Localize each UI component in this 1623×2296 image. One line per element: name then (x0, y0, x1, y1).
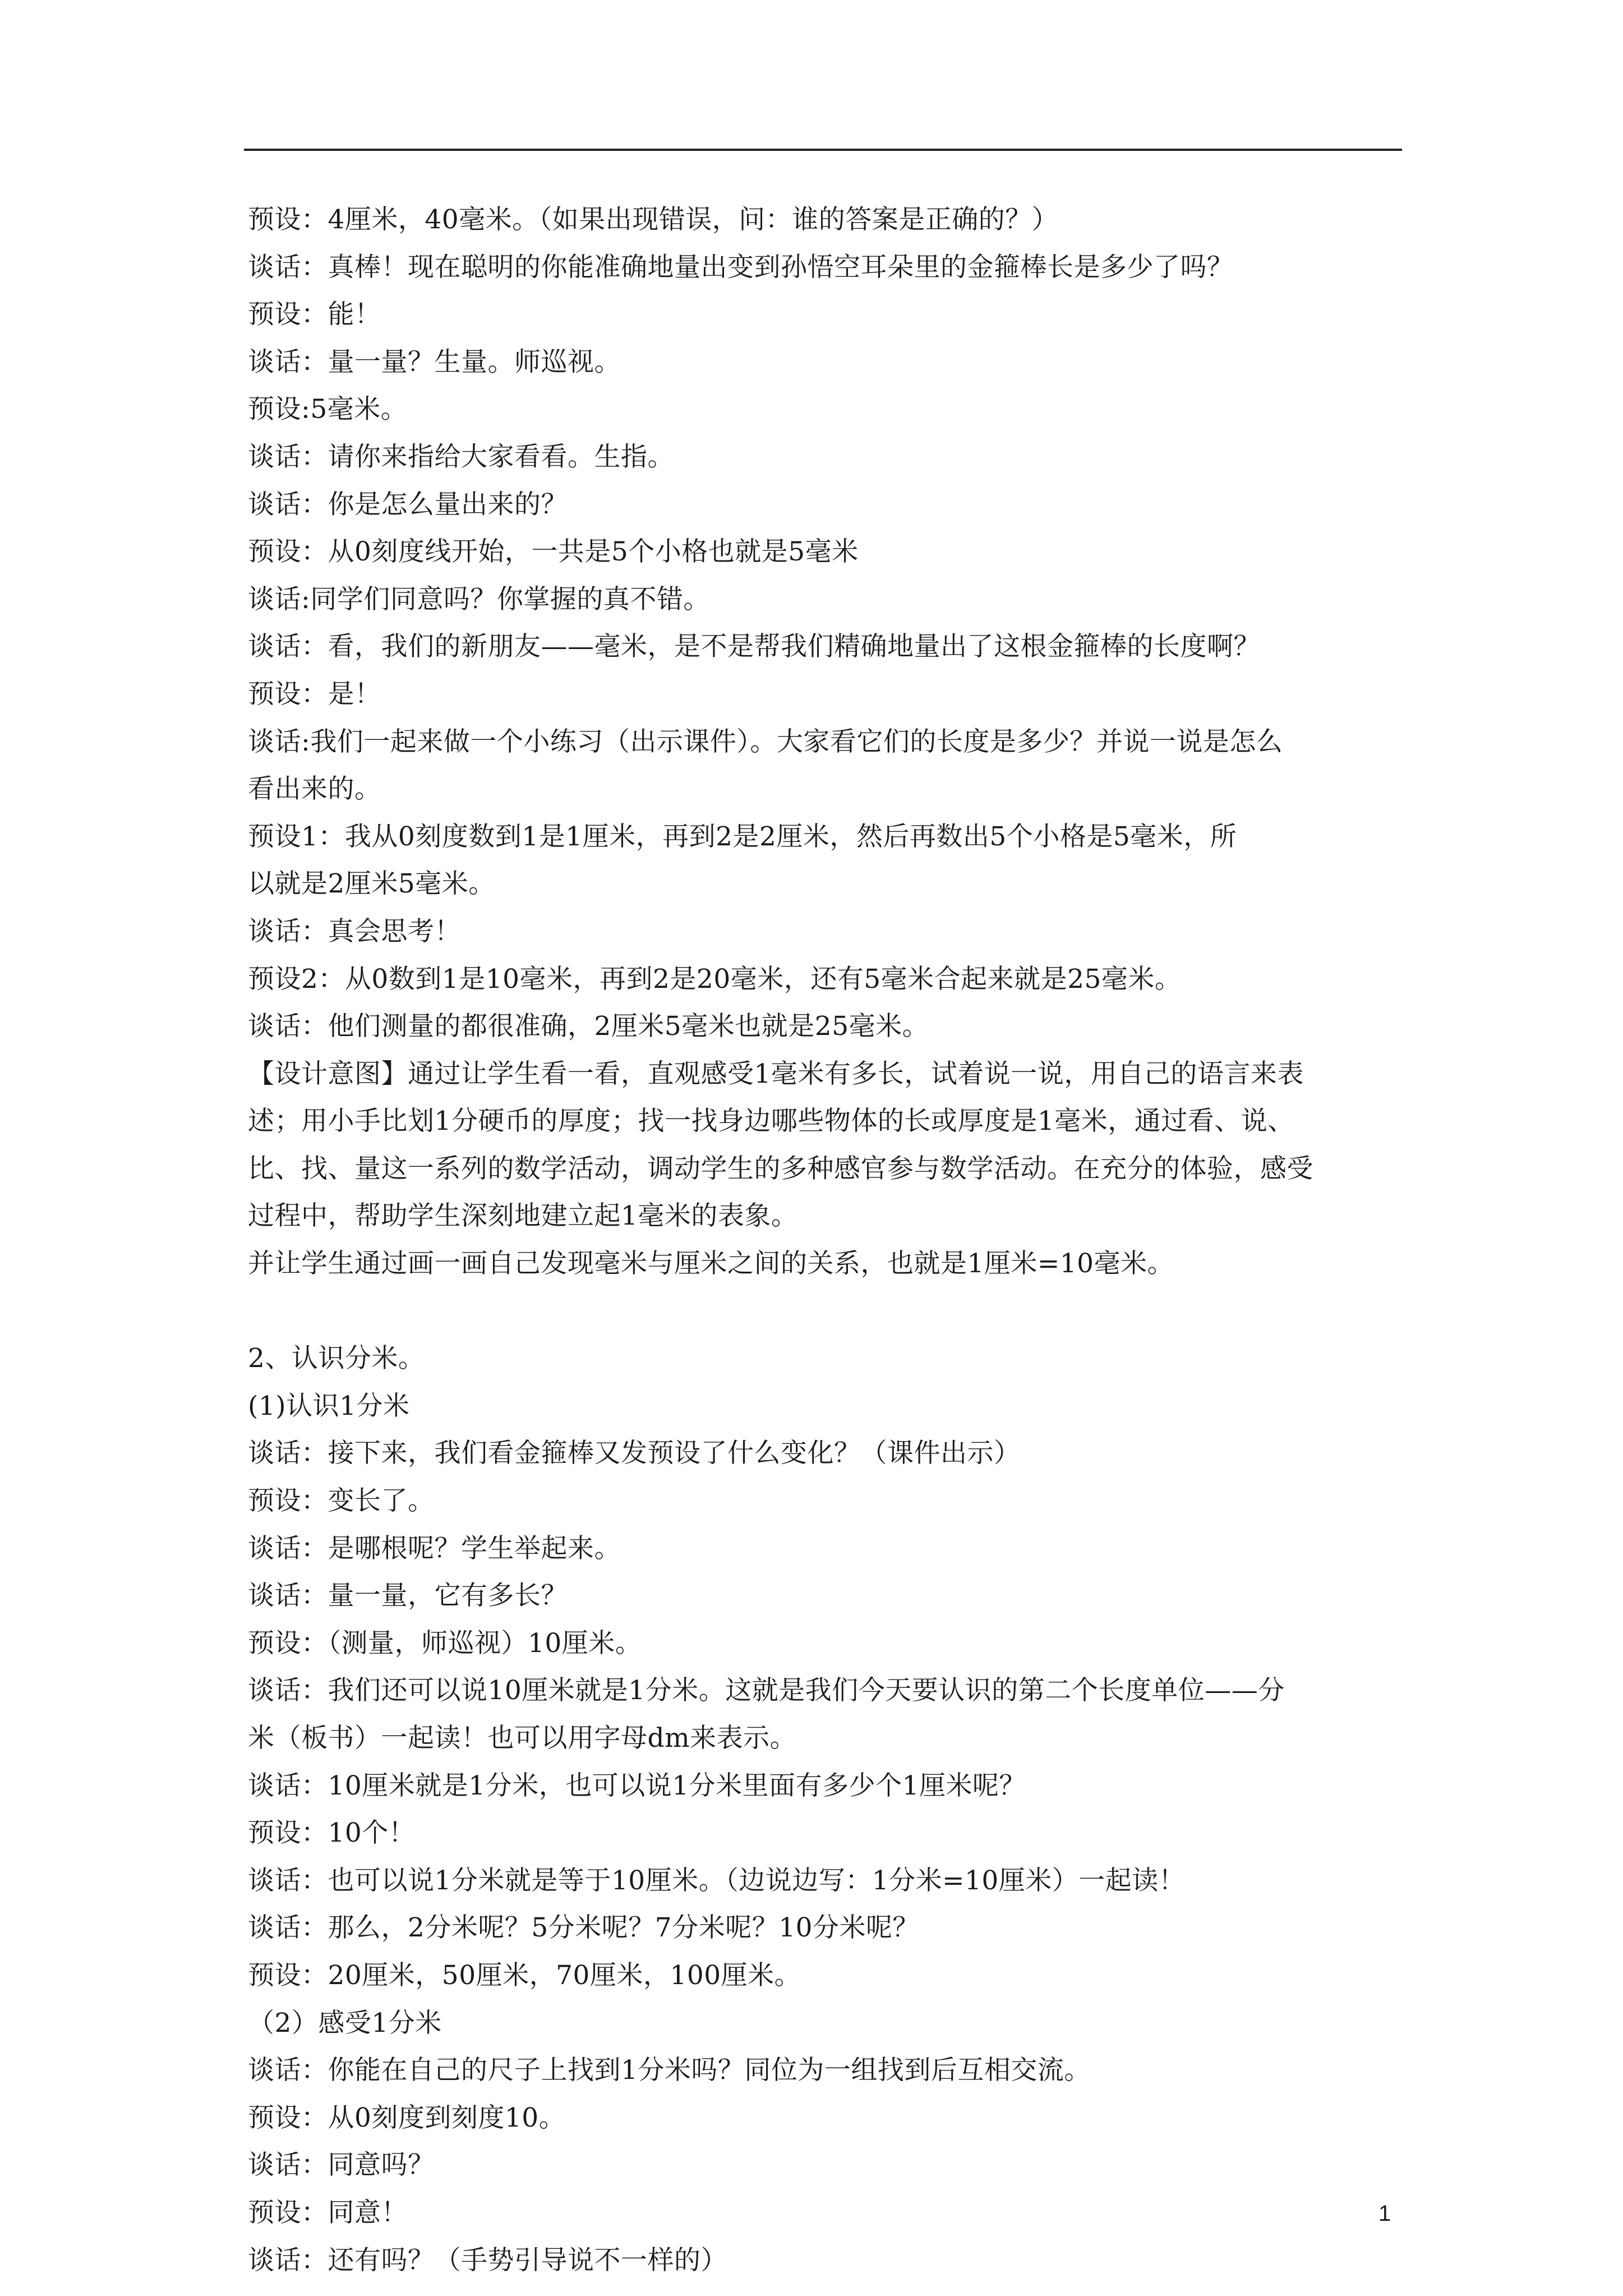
text-line: 谈话：真会思考！ (248, 915, 461, 947)
text-line: 谈话：请你来指给大家看看。生指。 (248, 441, 674, 472)
text-line: 预设:5毫米。 (248, 394, 408, 425)
document-body (248, 196, 1392, 2284)
text-line: 预设：同意！ (248, 2197, 408, 2228)
text-line: 米（板书）一起读！也可以用字母dm来表示。 (248, 1723, 797, 1754)
text-line: 谈话：我们还可以说10厘米就是1分米。这就是我们今天要认识的第二个长度单位——分 (248, 1675, 1285, 1706)
text-line: 预设：从0刻度到刻度10。 (248, 2102, 566, 2133)
text-line: 谈话：你能在自己的尺子上找到1分米吗？同位为一组找到后互相交流。 (248, 2055, 1091, 2086)
text-line: 谈话：看，我们的新朋友——毫米，是不是帮我们精确地量出了这根金箍棒的长度啊？ (248, 631, 1260, 662)
text-line: 谈话：他们测量的都很准确，2厘米5毫米也就是25毫米。 (248, 1011, 929, 1042)
subsection-heading: （2）感受1分米 (248, 2007, 442, 2039)
text-line: 谈话：接下来，我们看金箍棒又发预设了什么变化？（课件出示） (248, 1438, 1021, 1469)
text-line: 谈话：还有吗？（手势引导说不一样的） (248, 2244, 727, 2276)
text-line: 谈话：真棒！现在聪明的你能准确地量出变到孙悟空耳朵里的金箍棒长是多少了吗？ (248, 251, 1234, 283)
text-line: 谈话：你是怎么量出来的？ (248, 489, 568, 520)
design-intent-line: 过程中，帮助学生深刻地建立起1毫米的表象。 (248, 1200, 798, 1232)
text-line: 预设：（测量，师巡视）10厘米。 (248, 1627, 642, 1659)
text-line: 谈话：那么，2分米呢？5分米呢？7分米呢？10分米呢？ (248, 1912, 920, 1944)
text-line: 预设：4厘米，40毫米。（如果出现错误，问：谁的答案是正确的？） (248, 204, 1059, 235)
blank-line (248, 1288, 1392, 1336)
text-line: 谈话：量一量，它有多长？ (248, 1580, 568, 1612)
text-line: 预设：10个！ (248, 1818, 416, 1849)
text-line: 谈话：是哪根呢？学生举起来。 (248, 1533, 621, 1564)
design-intent-line: 述；用小手比划1分硬币的厚度；找一找身边哪些物体的长或厚度是1毫米，通过看、说、 (248, 1106, 1294, 1137)
text-line: 预设：变长了。 (248, 1485, 435, 1517)
text-line: 谈话:同学们同意吗？你掌握的真不错。 (248, 583, 710, 615)
text-line: 谈话：也可以说1分米就是等于10厘米。（边说边写：1分米=10厘米）一起读！ (248, 1865, 1186, 1896)
design-intent-line: 比、找、量这一系列的数学活动，调动学生的多种感官参与数学活动。在充分的体验，感受 (248, 1153, 1313, 1184)
page-number: 1 (1378, 2201, 1391, 2226)
text-line: 预设：从0刻度线开始，一共是5个小格也就是5毫米 (248, 536, 859, 568)
text-line: 并让学生通过画一画自己发现毫米与厘米之间的关系，也就是1厘米=10毫米。 (248, 1248, 1174, 1280)
text-line: 谈话：10厘米就是1分米，也可以说1分米里面有多少个1厘米呢？ (248, 1770, 1026, 1801)
text-line: 看出来的。 (248, 774, 381, 805)
text-line: 预设2：从0数到1是10毫米，再到2是20毫米，还有5毫米合起来就是25毫米。 (248, 963, 1182, 995)
design-intent-line: 【设计意图】通过让学生看一看，直观感受1毫米有多长，试着说一说，用自己的语言来表 (248, 1058, 1304, 1089)
text-line: 谈话：量一量？生量。师巡视。 (248, 346, 621, 378)
text-line: 预设：能！ (248, 299, 381, 330)
text-line: 预设1：我从0刻度数到1是1厘米，再到2是2厘米，然后再数出5个小格是5毫米，所 (248, 821, 1237, 852)
header-rule (244, 149, 1402, 151)
text-line: 谈话：同意吗？ (248, 2150, 435, 2181)
subsection-heading: (1)认识1分米 (248, 1390, 410, 1421)
text-line: 以就是2厘米5毫米。 (248, 868, 495, 900)
text-line: 预设：是！ (248, 678, 381, 710)
text-line: 谈话:我们一起来做一个小练习（出示课件）。大家看它们的长度是多少？并说一说是怎么 (248, 726, 1283, 757)
section-heading: 2、认识分米。 (248, 1343, 425, 1374)
text-line: 预设：20厘米，50厘米，70厘米，100厘米。 (248, 1959, 801, 1991)
